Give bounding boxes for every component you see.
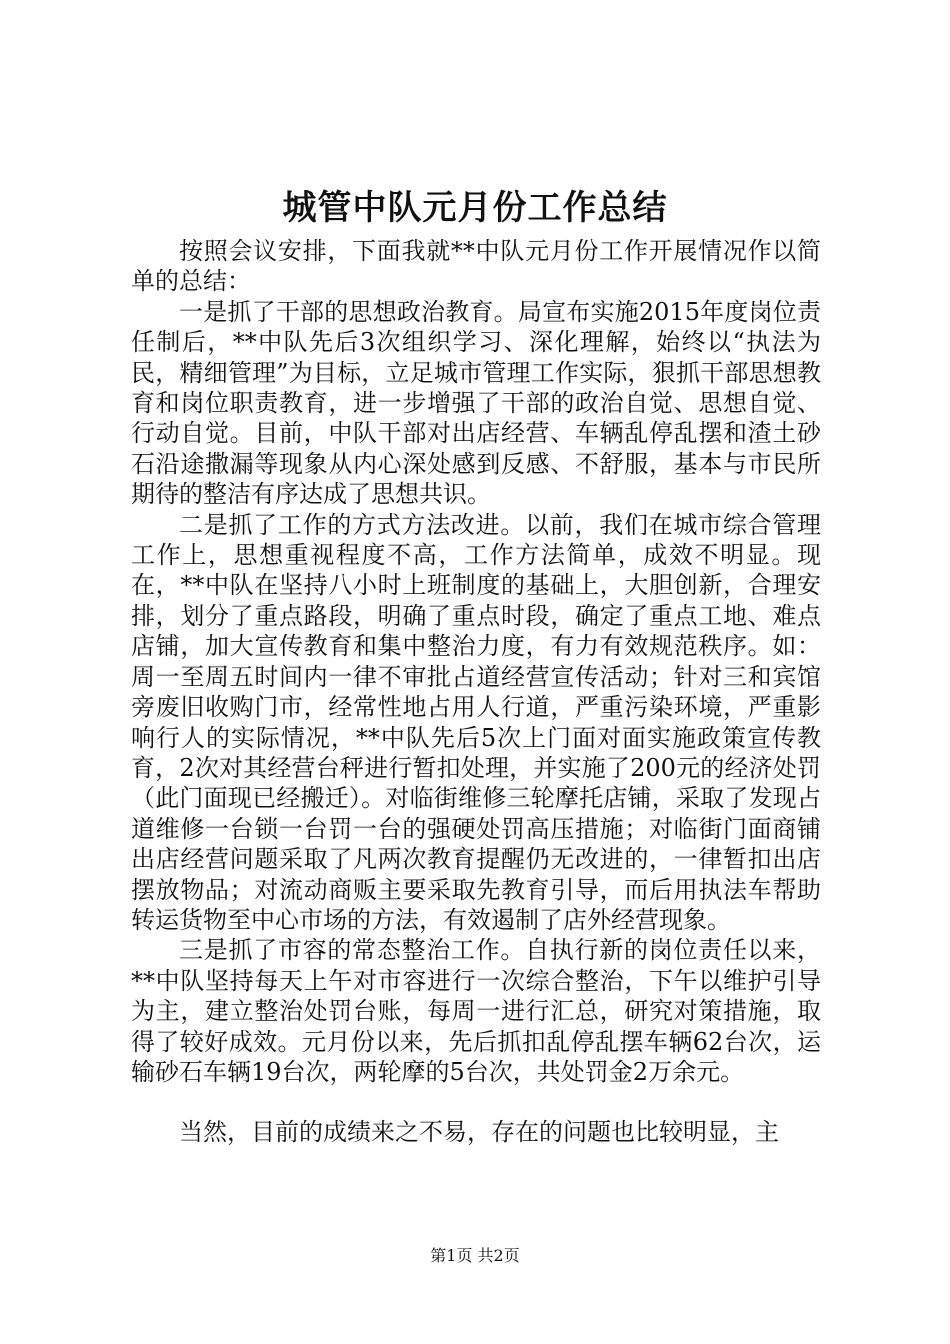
paragraph-third-point: 三是抓了市容的常态整治工作。自执行新的岗位责任以来，**中队坚持每天上午对市容进行一次综合整治，下午以维护引导为主，建立整治处罚台账，每周一进行汇总，研究对策措施，取得了较好成效。元月份以来，先后抓扣乱停乱摆车辆62台次，运输砂石车辆19台次，两轮摩的5台次，共处罚金2万余元。 xyxy=(131,936,821,1086)
page-number-footer: 第1页 共2页 xyxy=(430,1246,520,1265)
paragraph-problems: 当然，目前的成绩来之不易，存在的问题也比较明显，主 xyxy=(179,1118,779,1147)
document-body xyxy=(131,236,821,1148)
paragraph-intro: 按照会议安排，下面我就**中队元月份工作开展情况作以简单的总结： xyxy=(131,237,821,296)
document-title: 城管中队元月份工作总结 xyxy=(282,188,668,228)
paragraph-first-point: 一是抓了干部的思想政治教育。局宣布实施2015年度岗位责任制后，**中队先后3次组织学习、深化理解，始终以“执法为民，精细管理”为目标，立足城市管理工作实际，狠抓干部思想教育和岗位职责教育，进一步增强了干部的政治自觉、思想自觉、行动自觉。目前，中队干部对出店经营、车辆乱停乱摆和渣土砂石沿途撒漏等现象从内心深处感到反感、不舒服，基本与市民所期待的整洁有序达成了思想共识。 xyxy=(131,297,821,509)
paragraph-second-point: 二是抓了工作的方式方法改进。以前，我们在城市综合管理工作上，思想重视程度不高，工作方法简单，成效不明显。现在，**中队在坚持八小时上班制度的基础上，大胆创新，合理安排，划分了重点路段，明确了重点时段，确定了重点工地、难点店铺，加大宣传教育和集中整治力度，有力有效规范秩序。如：周一至周五时间内一律不审批占道经营宣传活动；针对三和宾馆旁废旧收购门市，经常性地占用人行道，严重污染环境，严重影响行人的实际情况，**中队先后5次上门面对面实施政策宣传教育，2次对其经营台秤进行暂扣处理，并实施了200元的经济处罚（此门面现已经搬迁）。对临街维修三轮摩托店铺，采取了发现占道维修一台锁一台罚一台的强硬处罚高压措施；对临街门面商铺出店经营问题采取了凡两次教育提醒仍无改进的，一律暂扣出店摆放物品；对流动商贩主要采取先教育引导，而后用执法车帮助转运货物至中心市场的方法，有效遏制了店外经营现象。 xyxy=(131,510,821,934)
